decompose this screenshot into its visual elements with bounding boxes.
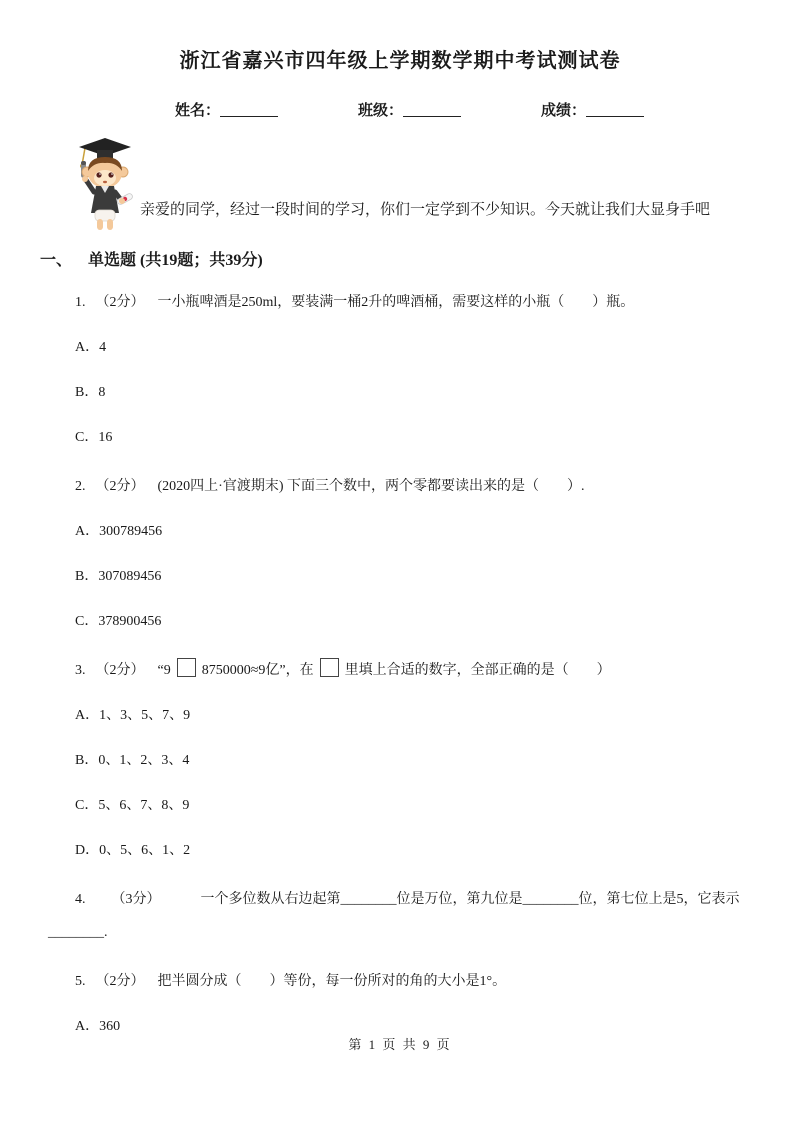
student-info-row: [175, 99, 800, 120]
name-field: [175, 99, 278, 120]
class-blank-line: [403, 102, 461, 117]
score-label: 成绩：: [541, 103, 587, 119]
question-4: [48, 883, 760, 949]
question-2-number: 2.: [75, 479, 86, 494]
fill-in-box-icon: [320, 658, 339, 677]
name-blank-line: [220, 102, 278, 117]
question-2-option-a: A．300789456: [75, 524, 163, 539]
question-3-text-part2: 8750000≈9亿”，在: [201, 663, 314, 678]
question-4-text: 一个多位数从右边起第________位是万位，第九位是________位，第七位上是5，它表示________.: [48, 892, 740, 940]
welcome-message: 亲爱的同学，经过一段时间的学习，你们一定学到不少知识。今天就让我们大显身手吧: [140, 202, 711, 218]
name-label: 姓名：: [175, 103, 221, 119]
question-4-score: （3分）: [111, 892, 161, 907]
question-5: [75, 965, 742, 998]
question-1-option-b: B．8: [75, 385, 106, 400]
question-2-option-c: C．378900456: [75, 614, 162, 629]
question-1-text: 一小瓶啤酒是250ml，要装满一桶2升的啤酒桶，需要这样的小瓶（ ）瓶。: [157, 295, 635, 310]
fill-in-box-icon: [177, 658, 196, 677]
questions-area: [48, 286, 742, 1043]
question-3: [75, 654, 742, 687]
question-3-text-part1: “9: [157, 663, 171, 678]
question-2-text: (2020四上·官渡期末) 下面三个数中，两个零都要读出来的是（ ）.: [157, 479, 585, 494]
score-blank-line: [586, 102, 644, 117]
question-1-number: 1.: [75, 295, 86, 310]
question-1: [75, 286, 742, 319]
question-2: [75, 470, 742, 503]
question-3-option-d: D．0、5、6、1、2: [75, 843, 191, 858]
section-title: 单选题 (共19题；共39分): [88, 252, 263, 269]
question-3-option-a: A．1、3、5、7、9: [75, 708, 191, 723]
question-1-option-c: C．16: [75, 430, 113, 445]
question-4-number: 4.: [75, 892, 86, 907]
question-5-score: （2分）: [95, 974, 145, 989]
question-3-score: （2分）: [95, 663, 145, 678]
question-5-option-a: A．360: [75, 1019, 121, 1034]
question-1-score: （2分）: [95, 295, 145, 310]
page-title: 浙江省嘉兴市四年级上学期数学期中考试测试卷: [179, 50, 621, 72]
question-2-option-b: B．307089456: [75, 569, 162, 584]
question-1-option-a: A．4: [75, 340, 107, 355]
question-3-option-c: C．5、6、7、8、9: [75, 798, 190, 813]
question-5-text: 把半圆分成（ ）等份，每一份所对的角的大小是1°。: [157, 974, 507, 989]
score-field: [541, 99, 644, 120]
graduate-monkey-mascot-icon: [74, 136, 136, 232]
question-5-number: 5.: [75, 974, 86, 989]
page-number-indicator: 第 1 页 共 9 页: [348, 1037, 452, 1052]
question-3-number: 3.: [75, 663, 86, 678]
section-index: 一、: [40, 252, 73, 269]
section-heading-single-choice: [40, 247, 800, 270]
question-3-text-part3: 里填上合适的数字，全部正确的是（ ）: [344, 663, 611, 678]
class-field: [358, 99, 461, 120]
question-2-score: （2分）: [95, 479, 145, 494]
question-3-option-b: B．0、1、2、3、4: [75, 753, 190, 768]
class-label: 班级：: [358, 103, 404, 119]
